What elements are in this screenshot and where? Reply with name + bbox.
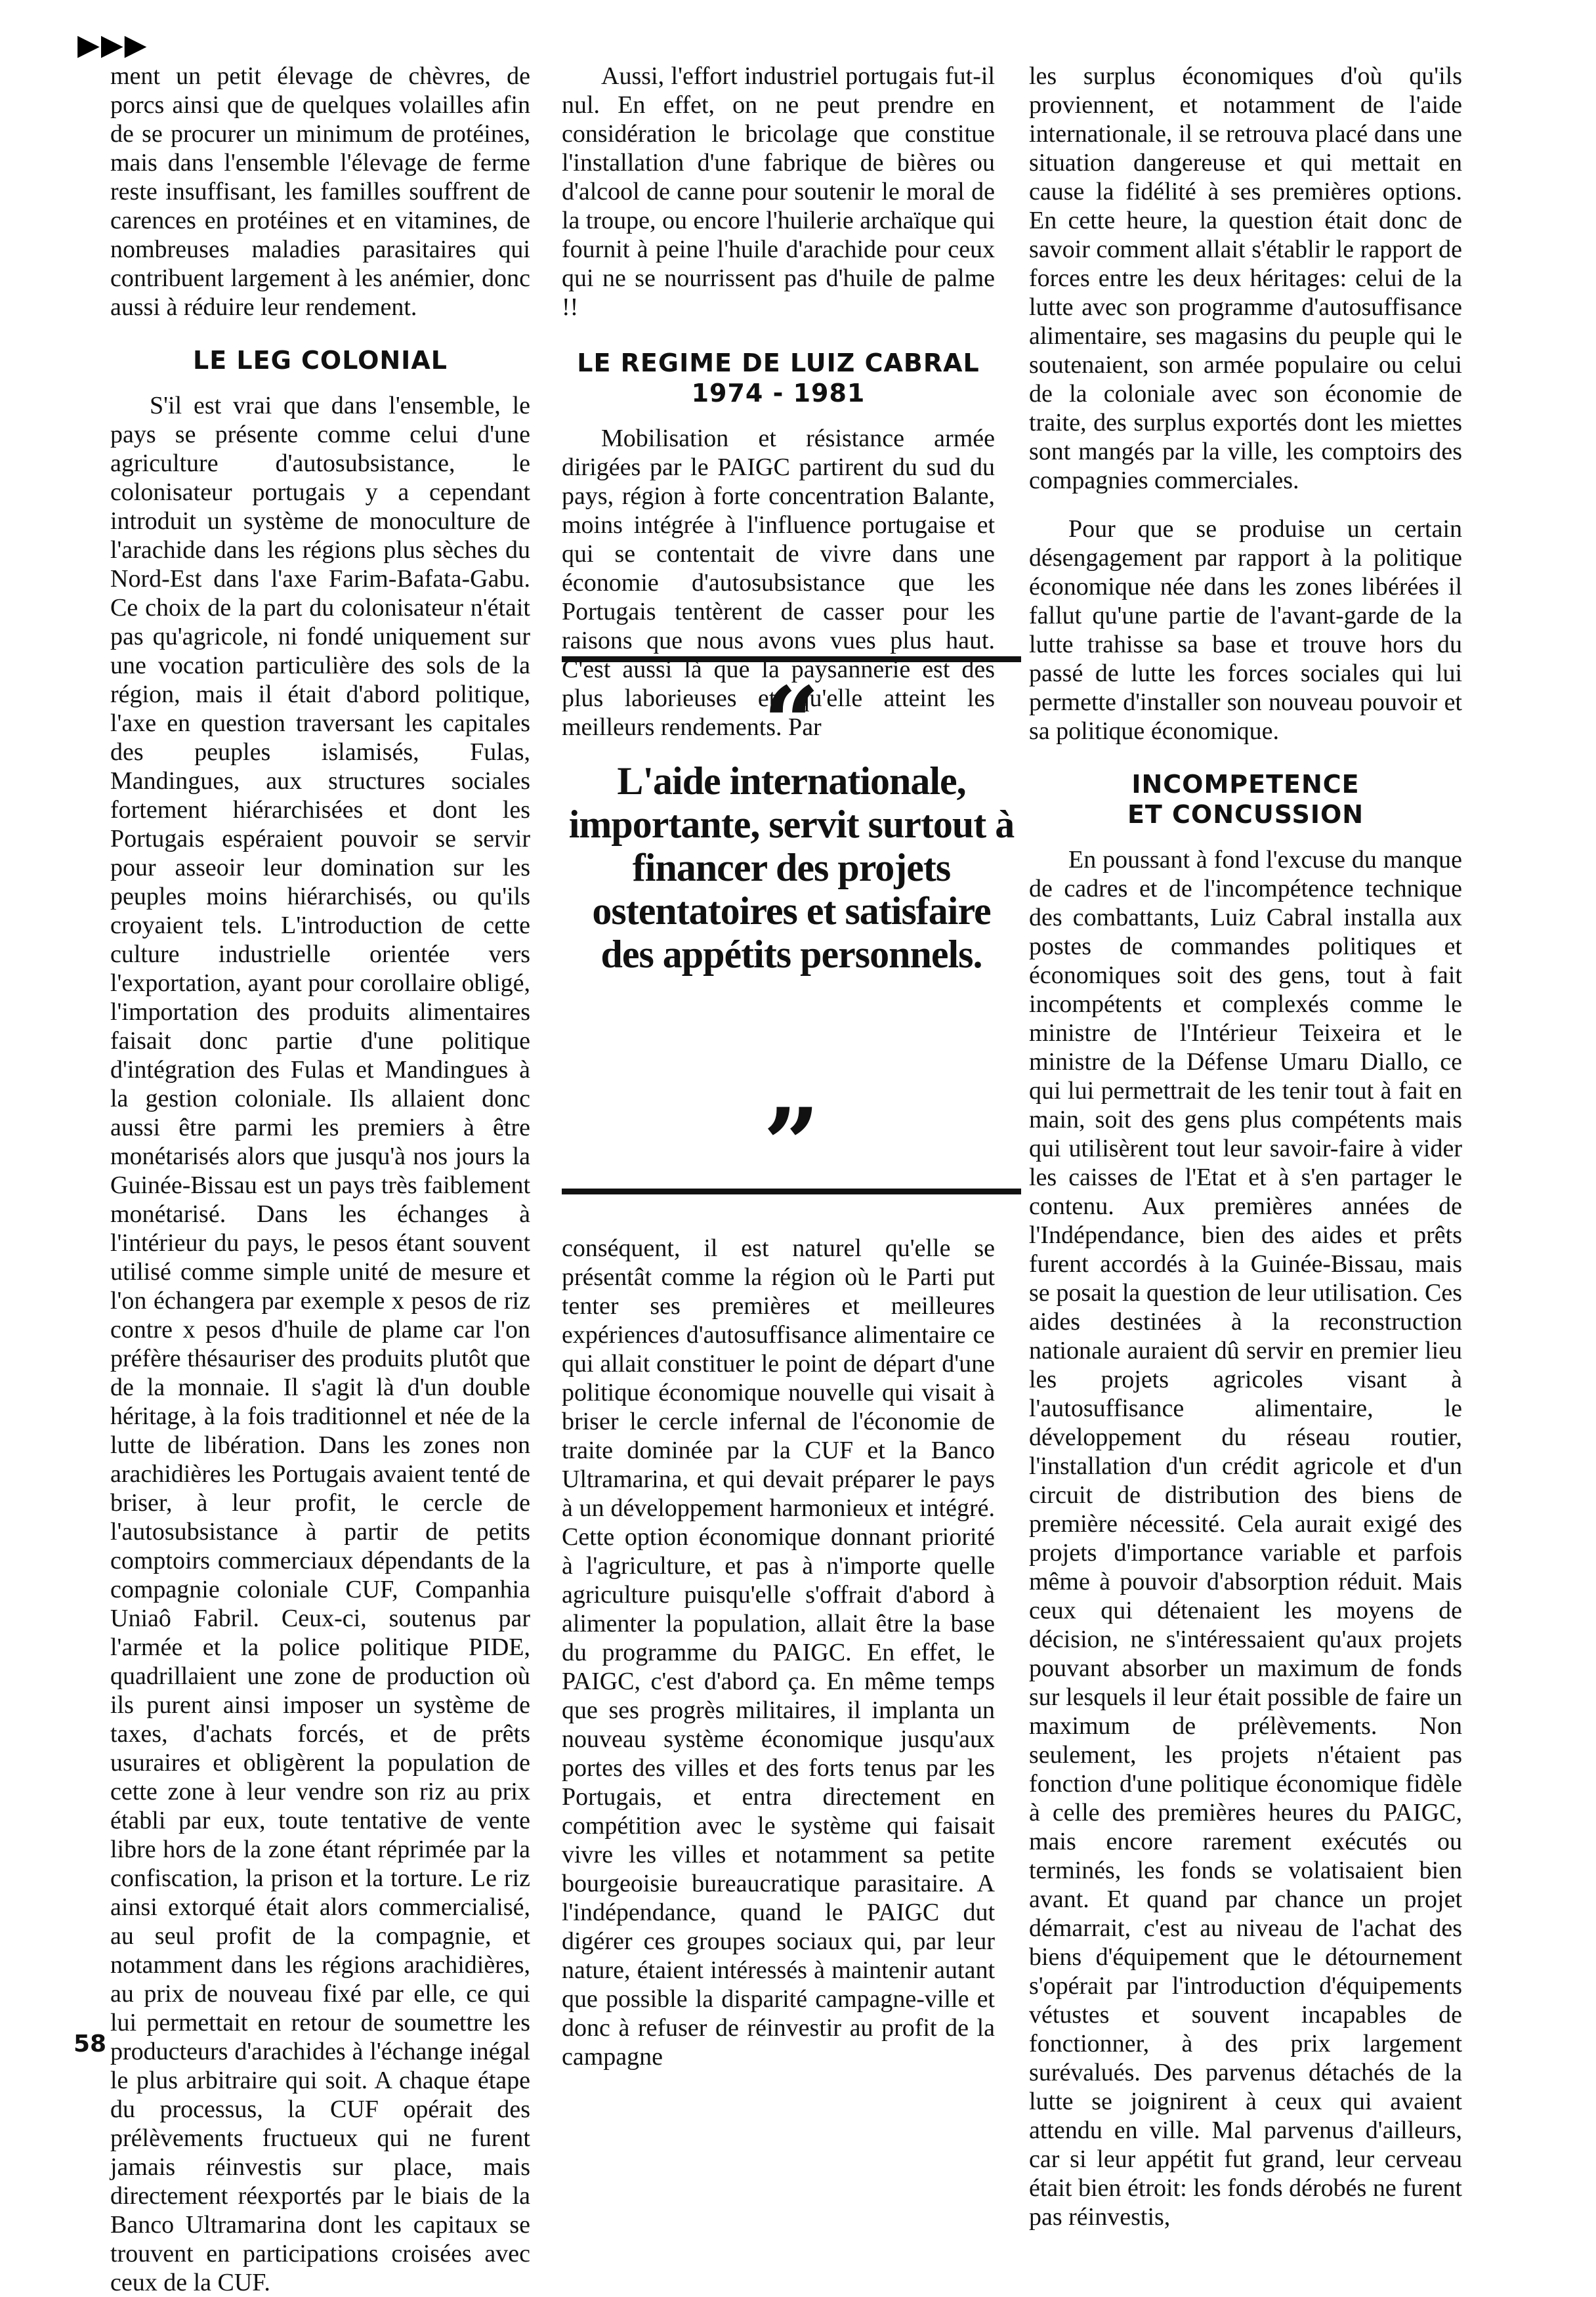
column-2-continued [562, 1234, 995, 2071]
col3-paragraph-1: les surplus économiques d'où qu'ils proviennent, et notamment de l'aide internationale, il se retrouva placé dans une situation dangereuse et qui mettait en cause la fidélité à ses premières options. En cette heure, la question était donc de savoir comment allait s'établir le rapport de forces entre les deux héritages: celui de la lutte avec son programme d'autosuffisance alimentaire, ses magasins du peuple qui le soutenaient, son armée populaire ou celui de la coloniale avec son économie de traite, des surplus exportés dont les miettes sont mangés par la ville, les comptoirs des compagnies commerciales. [1029, 62, 1462, 494]
continuation-arrows: ▶▶▶ [77, 28, 148, 62]
col2-paragraph-1: Aussi, l'effort industriel portugais fut-il nul. En effet, on ne peut prendre en considération le bricolage que constitue l'installation d'une fabrique de bières ou d'alcool de canne pour soutenir le moral de la troupe, ou encore l'huilerie archaïque qui fournit à peine l'huile d'arachide pour ceux qui ne se nourrissent pas d'huile de palme !! [562, 62, 995, 321]
col2-paragraph-2: Mobilisation et résistance armée dirigées par le PAIGC partirent du sud du pays, région à forte concentration Balante, moins intégrée à l'influence portugaise et qui se contentait de vivre dans une économie d'autosubsistance que les Portugais tentèrent de casser pour les raisons que nous avons vues plus haut. C'est aussi là que la paysannerie est des plus laborieuses et qu'elle atteint les meilleurs rendements. Par [562, 425, 995, 741]
col1-paragraph-1: ment un petit élevage de chèvres, de porcs ainsi que de quelques volailles afin de se procurer un minimum de protéines, mais dans l'ensemble l'élevage de ferme reste insuffisant, les familles souffrent de carences en protéines et en vitamines, de nombreuses maladies parasitaires qui contribuent largement à les anémier, donc aussi à réduire leur rendement. [110, 62, 530, 321]
page-number: 58 [74, 2031, 107, 2057]
heading-regime-luiz-cabral: LE REGIME DE LUIZ CABRAL 1974 - 1981 [577, 348, 980, 408]
heading-incompetence-concussion: INCOMPETENCE ET CONCUSSION [1127, 770, 1364, 829]
open-quote-mark: “ [763, 665, 820, 781]
pull-quote [562, 656, 1021, 1202]
column-2 [562, 62, 995, 742]
pull-quote-text: L'aide internationale, importante, servit surtout à financer des projets ostentatoires et satisfaire des appétits personnels. [568, 759, 1015, 976]
col1-paragraph-2: S'il est vrai que dans l'ensemble, le pays se présente comme celui d'une agriculture d'autosubsistance, le colonisateur portugais y a cependant introduit un système de monoculture de l'arachide dans les régions plus sèches du Nord-Est dans l'axe Farim-Bafata-Gabu. Ce choix de la part du colonisateur n'était pas qu'agricole, ni fondé uniquement sur une vocation particulière des sols de la région, mais il était d'abord politique, l'axe en question traversant les capitales des peuples islamisés, Fulas, Mandingues, aux structures sociales fortement hiérarchisées et dont les Portugais espéraient pouvoir se servir pour asseoir leur domination sur les peuples moins hiérarchisés, ou qu'ils croyaient tels. L'introduction de cette culture industrielle orientée vers l'exportation, ayant pour corollaire obligé, l'importation des produits alimentaires faisait donc partie d'une politique d'intégration des Fulas et Mandingues à la gestion coloniale. Ils allaient donc aussi être parmi les premiers à être monétarisés alors que jusqu'à nos jours la Guinée-Bissau est un pays très faiblement monétarisé. Dans les échanges à l'intérieur du pays, le pesos étant souvent utilisé comme simple unité de mesure et l'on échangera par exemple x pesos de riz contre x pesos d'huile de plame car l'on préfère thésauriser des produits plutôt que de la monnaie. Il s'agit là d'un double héritage, à la fois traditionnel et née de la lutte de libération. Dans les zones non arachidières les Portugais avaient tenté de briser, à leur profit, le cercle de l'autosubsistance à partir de petits comptoirs commerciaux dépendants de la compagnie coloniale CUF, Companhia Uniaô Fabril. Ceux-ci, soutenus par l'armée et la police politique PIDE, quadrillaient une zone de production où ils purent ainsi imposer un système de taxes, d'achats forcés, et de prêts usuraires et obligèrent la population de cette zone à leur vendre son riz au prix établi par eux, toute tentative de vente libre hors de la zone étant réprimée par la confiscation, la prison et la torture. Le riz ainsi extorqué était alors commercialisé, au seul profit de la compagnie, et notamment dans les régions arachidières, au prix de nouveau fixé par elle, ce qui lui permettait en retour de soumettre les producteurs d'arachides à l'échange inégal le plus arbitraire qui soit. A chaque étape du processus, la CUF opérait des prélèvements fructueux qui ne furent jamais réinvestis sur place, mais directement réexportés par le biais de la Banco Ultramarina dont les capitaux se trouvent en participations croisées avec ceux de la CUF. [110, 392, 530, 2296]
column-1 [110, 62, 530, 2297]
close-quote-mark: ” [763, 1087, 820, 1202]
column-3 [1029, 62, 1462, 2231]
heading-le-leg-colonial: LE LEG COLONIAL [193, 346, 448, 375]
col3-paragraph-2: Pour que se produise un certain désengagement par rapport à la politique économique née dans les zones libérées il fallut qu'une partie de l'avant-garde de la lutte trahisse sa base et trouve hors du passé de lutte les forces sociales qui lui permette d'installer son nouveau pouvoir et sa politique économique. [1029, 515, 1462, 745]
col3-paragraph-3: En poussant à fond l'excuse du manque de cadres et de l'incompétence technique des combattants, Luiz Cabral installa aux postes de commandes politiques et économiques soit des gens, tout à fait incompétents et complexés comme le ministre de l'Intérieur Teixeira et le ministre de la Défense Umaru Diallo, ce qui lui permettrait de les tenir tout à fait en main, soit des gens plus compétents mais qui utilisèrent tout leur savoir-faire à vider les caisses de l'Etat et à s'en partager le contenu. Aux premières années de l'Indépendance, bien des aides et prêts furent accordés à la Guinée-Bissau, mais se posait la question de leur utilisation. Ces aides destinées à la reconstruction nationale auraient dû servir en premier lieu les projets agricoles visant à l'autosuffisance alimentaire, le développement du réseau routier, l'installation d'un crédit agricole et d'un circuit de distribution des biens de première nécessité. Cela aurait exigé des projets d'importance variable et parfois même à pouvoir d'absorption réduit. Mais ceux qui détenaient les moyens de décision, ne s'intéressaient qu'aux projets pouvant absorber un maximum de fonds sur lesquels il leur était possible de faire un maximum de prélèvements. Non seulement, les projets n'étaient pas fonction d'une politique économique fidèle à celle des premières heures du PAIGC, mais encore rarement exécutés ou terminés, les fonds se volatisaient bien avant. Et quand par chance un projet démarrait, c'est au niveau de l'achat des biens d'équipement que le détournement s'opérait par l'introduction d'équipements vétustes et souvent incapables de fonctionner, à des prix largement surévalués. Des parvenus détachés de la lutte se joignirent à ceux qui avaient attendu en ville. Mal parvenus d'ailleurs, car si leur appétit fut grand, leur cerveau était bien étroit: les fonds dérobés ne furent pas réinvestis, [1029, 846, 1462, 2231]
col2-paragraph-3: conséquent, il est naturel qu'elle se présentât comme la région où le Parti put tenter ses premières et meilleures expériences d'autosuffisance alimentaire ce qui allait constituer le point de départ d'une politique économique nouvelle qui visait à briser le cercle infernal de l'économie de traite dominée par la CUF et la Banco Ultramarina, et qui devait préparer le pays à un développement harmonieux et intégré. Cette option économique donnant priorité à l'agriculture, et pas à n'importe quelle agriculture puisqu'elle s'offrait d'abord à alimenter la population, allait être la base du programme du PAIGC. En effet, le PAIGC, c'est d'abord ça. En même temps que ses progrès militaires, il implanta un nouveau système économique jusqu'aux portes des villes et des forts tenus par les Portugais, et entra directement en compétition avec le système qui faisait vivre les villes et notamment sa petite bourgeoisie bureaucratique parasitaire. A l'indépendance, quand le PAIGC dut digérer ces groupes sociaux qui, par leur nature, étaient intéressés à maintenir autant que possible la disparité campagne-ville et donc à refuser de réinvestir au profit de la campagne [562, 1234, 995, 2071]
